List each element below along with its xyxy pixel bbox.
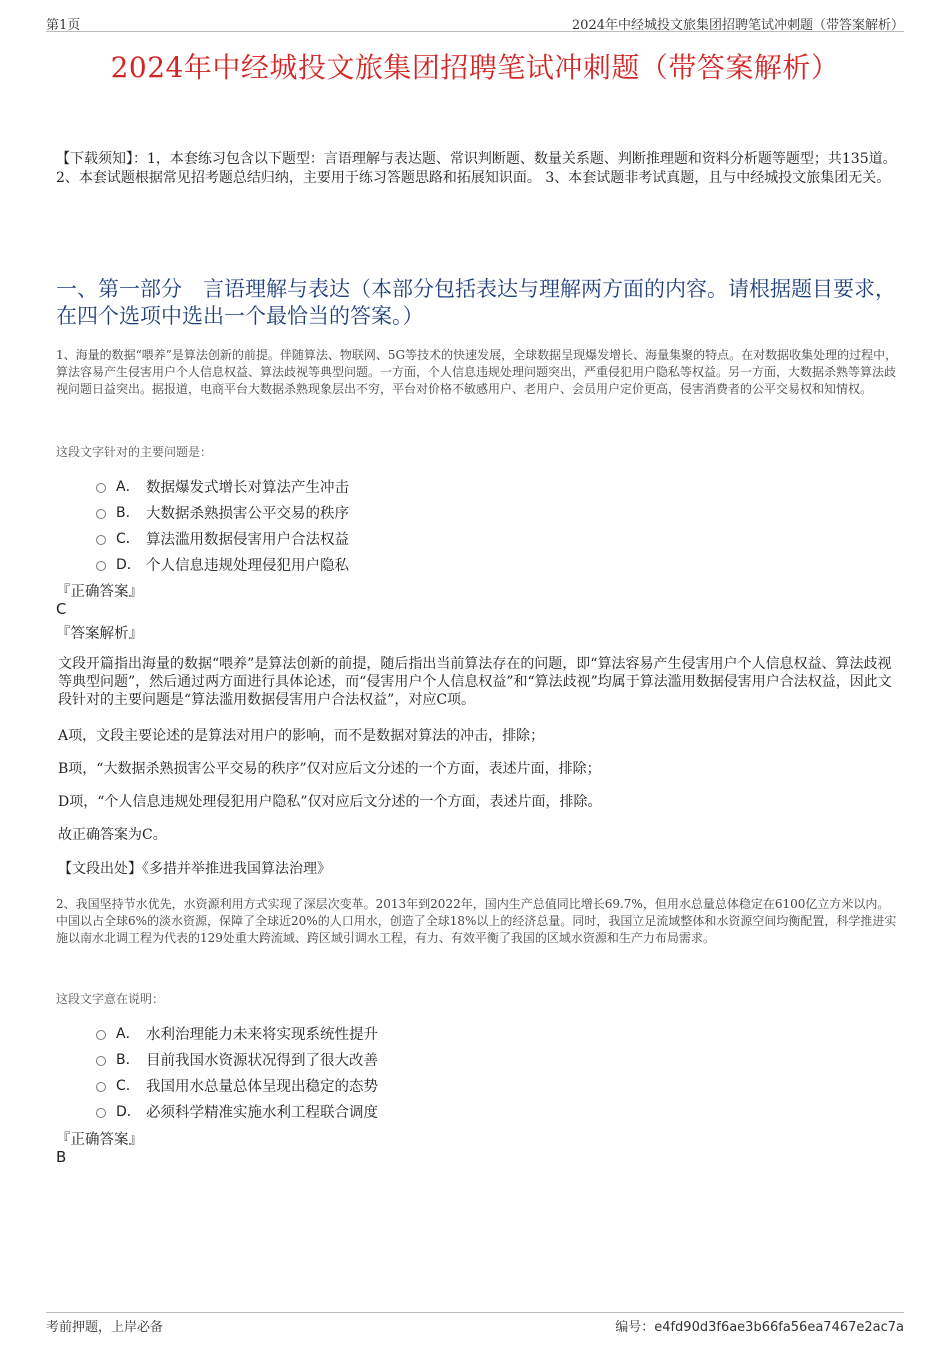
option-b[interactable]: B． 大数据杀熟损害公平交易的秩序 (96, 499, 596, 525)
analysis-conclusion: 故正确答案为C。 (58, 827, 167, 843)
option-text: 大数据杀熟损害公平交易的秩序 (146, 505, 349, 522)
question-1-text: 1、海量的数据“喂养”是算法创新的前提。伴随算法、物联网、5G等技术的快速发展，全球数据呈现爆发增长、海量集聚的特点。在对数据收集处理的过程中，算法容易产生侵害用户个人信息权益、算法歧视等典型问题。一方面，个人信息违规处理问题突出，严重侵犯用户隐私等权益。另一方面，大数据杀熟等算法歧视问题日益突出。据报道，电商平台大数据杀熟现象层出不穷，平台对价格不敏感用户、老用户、会员用户定价更高，侵害消费者的公平交易权和知情权。 (56, 348, 898, 396)
radio-icon[interactable] (96, 535, 106, 545)
radio-icon[interactable] (96, 1056, 106, 1066)
analysis-option-b: B项，“大数据杀熟损害公平交易的秩序”仅对应后文分述的一个方面，表述片面，排除； (58, 761, 601, 777)
option-a[interactable]: A． 数据爆发式增长对算法产生冲击 (96, 473, 596, 499)
analysis-label: 『答案解析』 (56, 626, 143, 642)
question-2-prompt: 这段文字意在说明： (56, 992, 165, 1006)
document-code: 编号：e4fd90d3f6ae3b66fa56ea7467e2ac7a (615, 1320, 904, 1335)
analysis-option-d: D项，“个人信息违规处理侵犯用户隐私”仅对应后文分述的一个方面，表述片面，排除。 (58, 794, 602, 810)
option-a[interactable]: A． 水利治理能力未来将实现系统性提升 (96, 1020, 596, 1046)
download-notice: 【下载须知】：1，本套练习包含以下题型：言语理解与表达题、常识判断题、数量关系题、判断推理题和资料分析题等题型；共135道。 2、本套试题根据常见招考题总结归纳，主要用于练习答题思路和拓展知识面。 3、本套试题非考试真题，且与中经城投文旅集团无关。 (56, 151, 897, 186)
footer-slogan: 考前押题，上岸必备 (46, 1320, 164, 1335)
option-c[interactable]: C． 我国用水总量总体呈现出稳定的态势 (96, 1072, 596, 1098)
radio-icon[interactable] (96, 561, 106, 571)
option-text: 目前我国水资源状况得到了很大改善 (146, 1052, 378, 1069)
option-b[interactable]: B． 目前我国水资源状况得到了很大改善 (96, 1046, 596, 1072)
radio-icon[interactable] (96, 1108, 106, 1118)
document-title: 2024年中经城投文旅集团招聘笔试冲刺题（带答案解析） (110, 51, 840, 84)
option-text: 水利治理能力未来将实现系统性提升 (146, 1026, 378, 1043)
page-number: 第1页 (46, 18, 81, 33)
radio-icon[interactable] (96, 1082, 106, 1092)
option-c[interactable]: C． 算法滥用数据侵害用户合法权益 (96, 525, 596, 551)
radio-icon[interactable] (96, 483, 106, 493)
answer-value: B (56, 1148, 67, 1166)
option-text: 必须科学精准实施水利工程联合调度 (146, 1104, 378, 1121)
question-2-text: 2、我国坚持节水优先，水资源利用方式实现了深层次变革。2013年到2022年，国内生产总值同比增长69.7%，但用水总量总体稳定在6100亿立方米以内。中国以占全球6%的淡水资源，保障了全球近20%的人口用水，创造了全球18%以上的经济总量。同时，我国立足流域整体和水资源空间均衡配置，科学推进实施以南水北调工程为代表的129处重大跨流域、跨区域引调水工程，有力、有效平衡了我国的区域水资源和生产力布局需求。 (56, 897, 897, 945)
answer-label: 『正确答案』 (56, 1132, 143, 1148)
option-d[interactable]: D． 个人信息违规处理侵犯用户隐私 (96, 551, 596, 577)
question-1-options (96, 473, 596, 577)
option-text: 数据爆发式增长对算法产生冲击 (146, 479, 349, 496)
section-title: 一、第一部分 言语理解与表达（本部分包括表达与理解两方面的内容。请根据题目要求，在四个选项中选出一个最恰当的答案。） (56, 277, 896, 328)
header-doc-title: 2024年中经城投文旅集团招聘笔试冲刺题（带答案解析） (571, 18, 904, 33)
source-citation: 【文段出处】《多措并举推进我国算法治理》 (58, 861, 331, 877)
option-text: 算法滥用数据侵害用户合法权益 (146, 531, 349, 548)
page-footer (46, 1312, 904, 1334)
analysis-option-a: A项，文段主要论述的是算法对用户的影响，而不是数据对算法的冲击，排除； (58, 728, 545, 744)
option-text: 个人信息违规处理侵犯用户隐私 (146, 557, 349, 574)
analysis-paragraph: 文段开篇指出海量的数据“喂养”是算法创新的前提，随后指出当前算法存在的问题，即“算法容易产生侵害用户个人信息权益、算法歧视等典型问题”，然后通过两方面进行具体论述，而“侵害用户个人信息权益”和“算法歧视”均属于算法滥用数据侵害用户合法权益，因此文段针对的主要问题是“算法滥用数据侵害用户合法权益”，对应C项。 (58, 656, 892, 708)
radio-icon[interactable] (96, 509, 106, 519)
question-2-options (96, 1020, 596, 1124)
radio-icon[interactable] (96, 1030, 106, 1040)
answer-label: 『正确答案』 (56, 584, 143, 600)
option-text: 我国用水总量总体呈现出稳定的态势 (146, 1078, 378, 1095)
question-1-prompt: 这段文字针对的主要问题是： (56, 445, 213, 459)
option-d[interactable]: D． 必须科学精准实施水利工程联合调度 (96, 1098, 596, 1124)
page-header (46, 10, 904, 32)
answer-value: C (56, 600, 67, 618)
